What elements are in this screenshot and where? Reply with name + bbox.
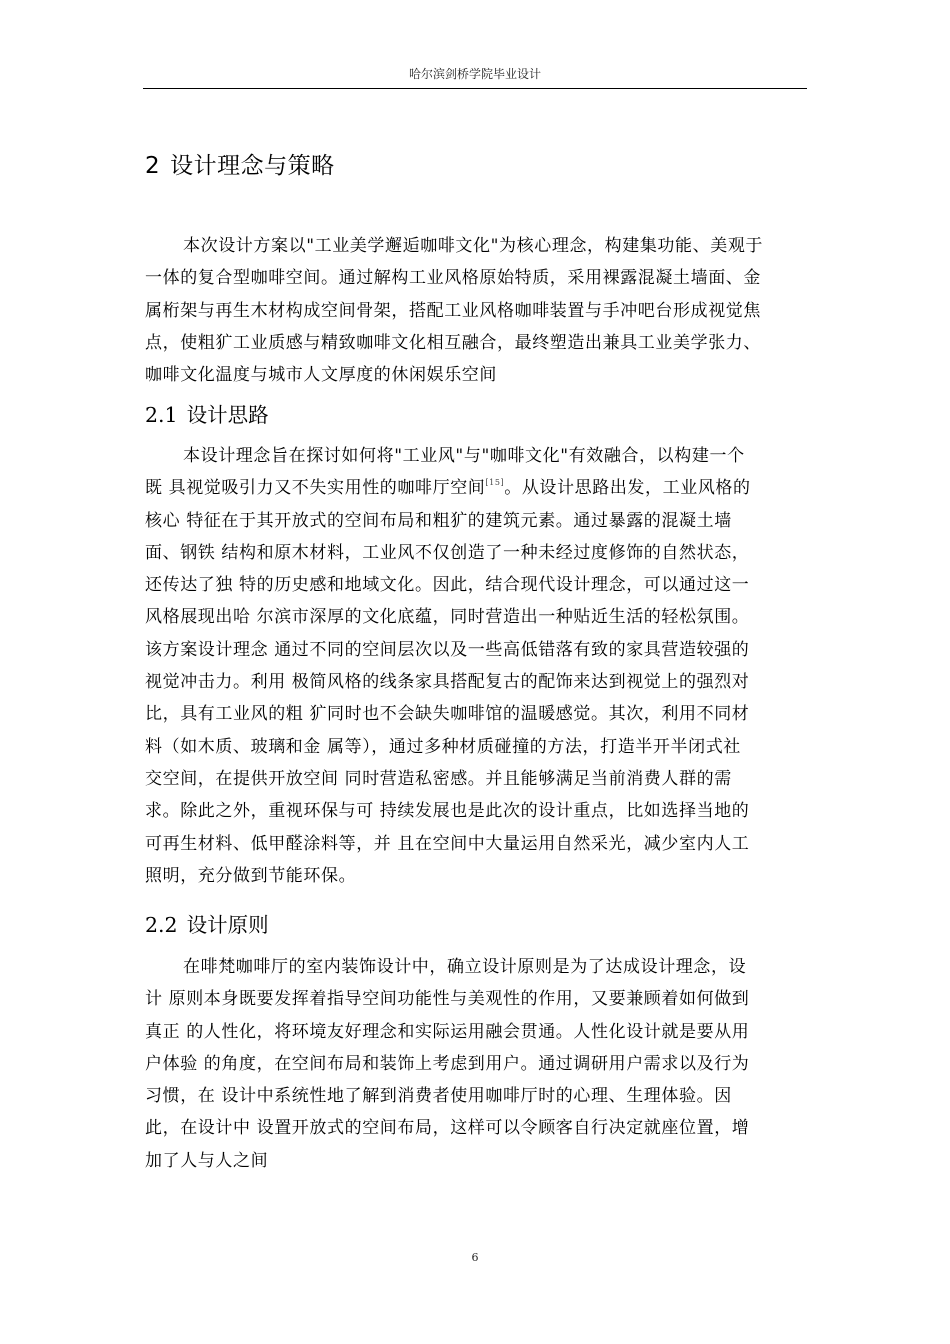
paragraph-line: 一体的复合型咖啡空间。通过解构工业风格原始特质，采用裸露混凝土墙面、金 xyxy=(145,268,761,289)
paragraph-line: 习惯，在 设计中系统性地了解到消费者使用咖啡厅时的心理、生理体验。因 xyxy=(145,1086,732,1107)
section-heading-2-2 xyxy=(145,910,269,940)
paragraph-line: 属桁架与再生木材构成空间骨架，搭配工业风格咖啡装置与手冲吧台形成视觉焦 xyxy=(145,300,761,321)
paragraph-line: 本次设计方案以"工业美学邂逅咖啡文化"为核心理念，构建集功能、美观于 xyxy=(183,236,764,256)
line-text: 既 具视觉吸引力又不失实用性的咖啡厅空间 xyxy=(145,478,486,499)
paragraph-line: 计 原则本身既要发挥着指导空间功能性与美观性的作用，又要兼顾着如何做到 xyxy=(145,989,750,1010)
paragraph-line: 面、钢铁 结构和原木材料，工业风不仅创造了一种未经过度修饰的自然状态， xyxy=(145,542,750,563)
design-principles-paragraph xyxy=(145,951,810,1177)
section-title-text: 设计思路 xyxy=(186,403,269,427)
paragraph-line: 加了人与人之间 xyxy=(145,1150,269,1171)
header-rule xyxy=(143,88,807,89)
chapter-number: 2 xyxy=(145,153,161,179)
paragraph-line: 该方案设计理念 通过不同的空间层次以及一些高低错落有致的家具营造较强的 xyxy=(145,639,750,660)
paragraph-line: 料（如木质、玻璃和金 属等），通过多种材质碰撞的方法，打造半开半闭式社 xyxy=(145,736,741,757)
paragraph-line: 此，在设计中 设置开放式的空间布局，这样可以令顾客自行决定就座位置，增 xyxy=(145,1118,750,1139)
paragraph-line: 可再生材料、低甲醛涂料等，并 且在空间中大量运用自然采光，减少室内人工 xyxy=(145,833,750,854)
paragraph-line: 风格展现出哈 尔滨市深厚的文化底蕴，同时营造出一种贴近生活的轻松氛围。 xyxy=(145,607,750,628)
paragraph-line: 真正 的人性化，将环境友好理念和实际运用融会贯通。人性化设计就是要从用 xyxy=(145,1021,750,1042)
chapter-title xyxy=(145,150,335,182)
section-number: 2.1 xyxy=(145,403,178,427)
paragraph-line: 本设计理念旨在探讨如何将"工业风"与"咖啡文化"有效融合，以构建一个 xyxy=(183,446,745,466)
paragraph-line: 照明，充分做到节能环保。 xyxy=(145,865,357,886)
page-number: 6 xyxy=(471,1251,479,1264)
section-title-text: 设计原则 xyxy=(186,913,269,937)
paragraph-line: 求。除此之外，重视环保与可 持续发展也是此次的设计重点，比如选择当地的 xyxy=(145,801,750,822)
paragraph-line: 比，具有工业风的粗 犷同时也不会缺失咖啡馆的温暖感觉。其次，利用不同材 xyxy=(145,704,750,725)
paragraph-line xyxy=(145,472,810,504)
paragraph-line: 户体验 的角度，在空间布局和装饰上考虑到用户。通过调研用户需求以及行为 xyxy=(145,1053,750,1074)
design-approach-paragraph xyxy=(145,440,810,892)
intro-paragraph xyxy=(145,230,810,391)
paragraph-line: 视觉冲击力。利用 极简风格的线条家具搭配复古的配饰来达到视觉上的强烈对 xyxy=(145,672,750,693)
running-header: 哈尔滨剑桥学院毕业设计 xyxy=(408,67,541,81)
citation-reference[interactable]: [15] xyxy=(485,478,505,488)
line-text: 。从设计思路出发，工业风格的 xyxy=(504,478,751,499)
paragraph-line: 在啡梵咖啡厅的室内装饰设计中，确立设计原则是为了达成设计理念，设 xyxy=(183,957,747,977)
section-number: 2.2 xyxy=(145,913,178,937)
paragraph-line: 点，使粗犷工业质感与精致咖啡文化相互融合，最终塑造出兼具工业美学张力、 xyxy=(145,332,761,353)
chapter-title-text: 设计理念与策略 xyxy=(170,153,335,179)
paragraph-line: 核心 特征在于其开放式的空间布局和粗犷的建筑元素。通过暴露的混凝土墙 xyxy=(145,510,732,531)
paragraph-line: 还传达了独 特的历史感和地域文化。因此，结合现代设计理念，可以通过这一 xyxy=(145,575,750,596)
section-heading-2-1 xyxy=(145,400,269,430)
paragraph-line: 咖啡文化温度与城市人文厚度的休闲娱乐空间 xyxy=(145,365,497,386)
paragraph-line: 交空间，在提供开放空间 同时营造私密感。并且能够满足当前消费人群的需 xyxy=(145,768,732,789)
